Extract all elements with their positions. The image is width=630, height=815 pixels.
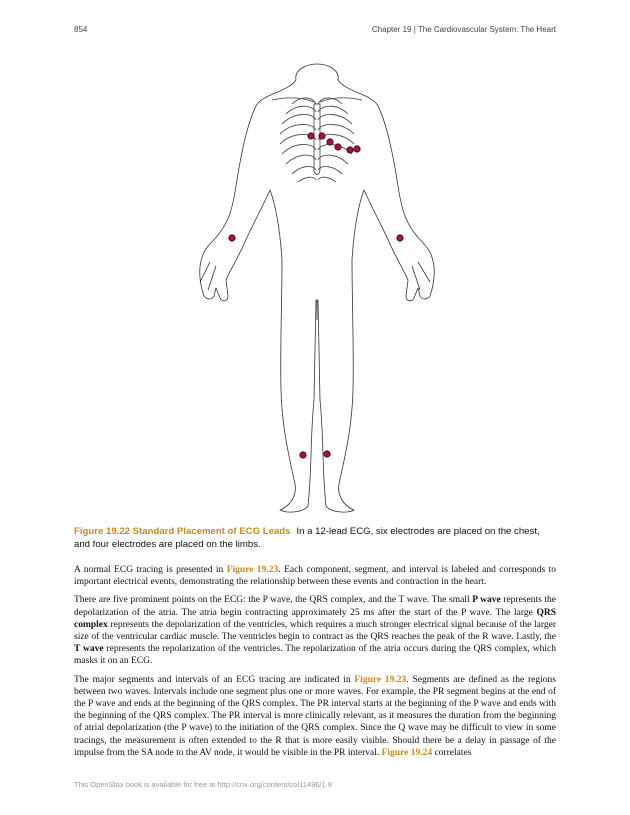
figure-label: Figure 19.22 Standard Placement of ECG Leads (74, 526, 291, 537)
text-run: The major segments and intervals of an ECG tracing are indicated in (74, 674, 355, 685)
electrode-v1 (308, 133, 314, 139)
figure-caption-text: In a 12-lead ECG, six electrodes are placed on the chest, and four electrodes are placed on the limbs. (74, 526, 540, 550)
key-term: P wave (472, 595, 501, 606)
text-run: A normal ECG tracing is presented in (74, 565, 227, 575)
electrode-right-leg (300, 452, 306, 458)
electrode-v6 (354, 146, 360, 152)
electrode-right-arm (229, 235, 235, 241)
text-run: represents the depolarization of the atria. The atria begin contracting approximately 25 ms after the start of the P wave. The large (74, 595, 557, 618)
figure-reference-link[interactable]: Figure 19.23 (226, 565, 279, 575)
electrode-left-arm (397, 235, 403, 241)
text-run: correlates (432, 747, 472, 758)
electrodes (229, 133, 403, 458)
text-run: represents the depolarization of the ventricles, which requires a much stronger electrical signal because of the larger size of the ventricular cardiac muscle. The ventricles begin to contract as the QRS reaches the peak of the R wave. Lastly, the (74, 619, 556, 643)
body-outline-figure (175, 62, 465, 520)
electrode-v5 (347, 147, 353, 153)
paragraph (74, 674, 556, 759)
figure-reference-link[interactable]: Figure 19.24 (381, 747, 433, 758)
electrode-left-leg (324, 451, 330, 457)
figure-reference-link[interactable]: Figure 19.23 (354, 674, 407, 685)
body-outline (200, 64, 435, 512)
text-run: represents the repolarization of the ventricles. The repolarization of the atria occurs during the QRS complex, which masks it on an ECG. (74, 644, 556, 667)
text-run: . Segments are defined as the regions between two waves. Intervals include one segment plus one or more waves. For example, the PR segment begins at the end of the P wave and ends at the beginning of the QRS complex. The PR interval starts at the beginning of the P wave and ends with the beginning of the QRS complex. The PR interval is more clinically relevant, as it measures the duration from the beginning of atrial depolarization (the P wave) to the initiation of the QRS complex. Since the Q wave may be difficult to view in some tracings, the measurement is often extended to the R that is more easily visible. Should there be a delay in passage of the impulse from the SA node to the AV node, it would be visible in the PR interval. (74, 674, 556, 758)
key-term: T wave (74, 644, 104, 655)
paragraph (74, 564, 556, 588)
paragraph (74, 594, 556, 667)
electrode-v3 (327, 139, 333, 145)
electrode-v2 (319, 133, 325, 139)
key-term: QRS complex (74, 607, 556, 630)
text-run: . Each component, segment, and interval is labeled and corresponds to important electrical events, demonstrating the relationship between these events and contraction in the heart. (74, 565, 556, 588)
electrode-v4 (335, 144, 341, 150)
chapter-title: Chapter 19 | The Cardiovascular System: The Heart (371, 25, 556, 34)
figure-caption (74, 526, 556, 551)
footer-note: This OpenStax book is available for free at http://cnx.org/content/col11496/1.8 (74, 780, 332, 789)
page-number: 854 (74, 25, 88, 34)
body-text (74, 564, 556, 765)
rib-cage (272, 98, 362, 182)
text-run: There are five prominent points on the ECG: the P wave, the QRS complex, and the T wave. The small (74, 595, 473, 606)
